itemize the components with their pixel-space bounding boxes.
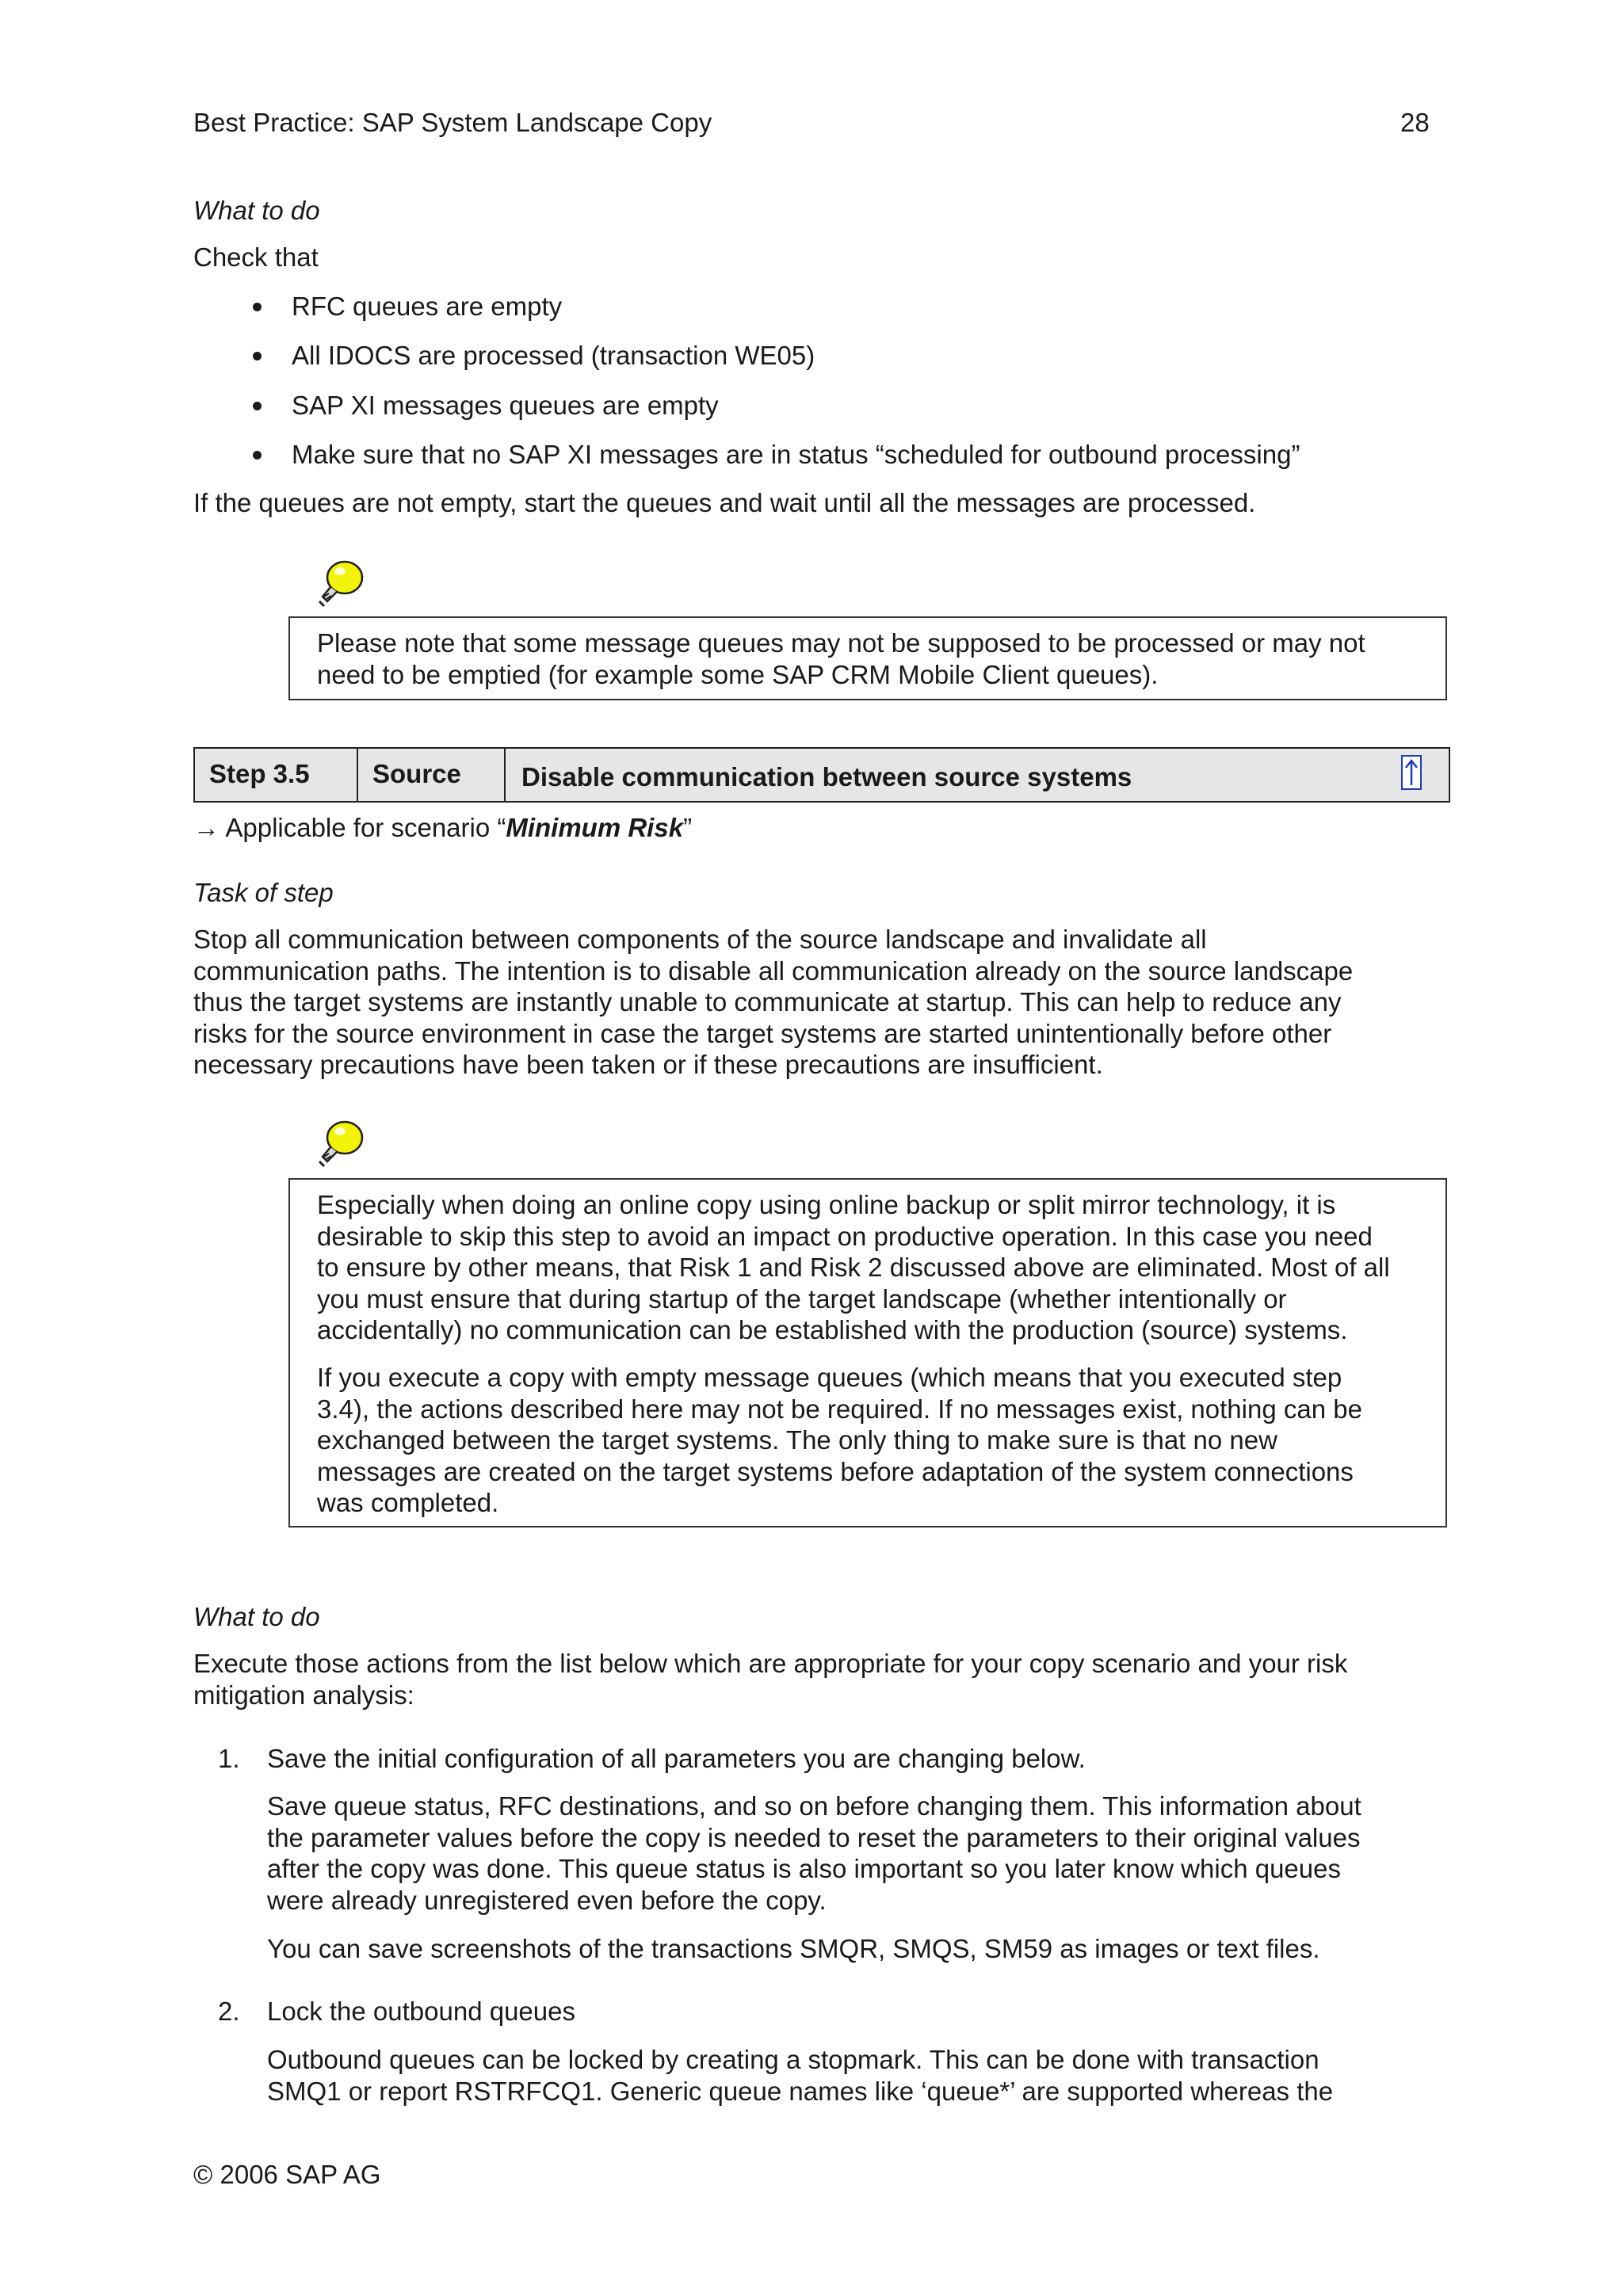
paragraph-line: You can save screenshots of the transactions SMQR, SMQS, SM59 as images or text files. — [267, 1934, 1320, 1963]
applicable-suffix: ” — [683, 813, 693, 842]
note-text-line: accidentally) no communication can be established with the production (source) systems. — [317, 1315, 1348, 1344]
step-title: Disable communication between source systems — [521, 762, 1132, 791]
paragraph-line: after the copy was done. This queue status is also important so you later know which queues — [267, 1854, 1341, 1883]
note-text-line: to ensure by other means, that Risk 1 and Risk 2 discussed above are eliminated. Most of all — [317, 1253, 1390, 1282]
paragraph-line: necessary precautions have been taken or if these precautions are insufficient. — [193, 1050, 1103, 1079]
list-item: RFC queues are empty — [292, 292, 563, 321]
note-text-line: desirable to skip this step to avoid an impact on productive operation. In this case you need — [317, 1222, 1373, 1251]
paragraph-line: Outbound queues can be locked by creating a stopmark. This can be done with transaction — [267, 2045, 1319, 2074]
bullet-icon — [253, 451, 262, 460]
step-header-table — [193, 747, 1450, 803]
step-title-cell — [504, 749, 1449, 801]
step-system: Source — [372, 759, 461, 788]
applicable-prefix: → Applicable for scenario “ — [193, 813, 506, 842]
note-text-line: Please note that some message queues may not be supposed to be processed or may not — [317, 628, 1365, 658]
list-number: 2. — [218, 1997, 240, 2026]
paragraph-line: risks for the source environment in case the target systems are started unintentionally before other — [193, 1019, 1332, 1048]
page-header-title: Best Practice: SAP System Landscape Copy — [193, 108, 712, 137]
step-system-cell — [357, 749, 504, 801]
list-number: 1. — [218, 1744, 240, 1773]
lightbulb-icon — [313, 557, 369, 612]
paragraph-line: Save queue status, RFC destinations, and so on before changing them. This information about — [267, 1791, 1361, 1821]
list-item-title: Lock the outbound queues — [267, 1997, 575, 2026]
paragraph-line: the parameter values before the copy is needed to reset the parameters to their original values — [267, 1823, 1361, 1852]
section-heading: What to do — [193, 1602, 320, 1631]
paragraph-line: SMQ1 or report RSTRFCQ1. Generic queue names like ‘queue*’ are supported whereas the — [267, 2077, 1334, 2106]
step-number-cell — [195, 749, 357, 801]
bullet-icon — [253, 352, 262, 360]
paragraph: If the queues are not empty, start the queues and wait until all the messages are processed. — [193, 488, 1256, 517]
list-item: SAP XI messages queues are empty — [292, 391, 719, 420]
note-box — [288, 1178, 1447, 1527]
note-text-line: messages are created on the target systems before adaptation of the system connections — [317, 1457, 1354, 1486]
note-text-line: need to be emptied (for example some SAP CRM Mobile Client queues). — [317, 660, 1159, 689]
paragraph-line: Stop all communication between components of the source landscape and invalidate all — [193, 925, 1207, 954]
list-item-title: Save the initial configuration of all parameters you are changing below. — [267, 1744, 1086, 1773]
bullet-icon — [253, 402, 262, 410]
paragraph-line: Execute those actions from the list below which are appropriate for your copy scenario and your risk — [193, 1649, 1348, 1678]
back-to-top-link[interactable] — [1401, 755, 1422, 790]
note-text-line: you must ensure that during startup of the target landscape (whether intentionally or — [317, 1284, 1287, 1314]
up-arrow-icon — [1403, 757, 1420, 788]
note-text-line: If you execute a copy with empty message queues (which means that you executed step — [317, 1363, 1342, 1392]
lightbulb-icon — [313, 1117, 369, 1173]
section-heading: What to do — [193, 196, 320, 225]
bullet-icon — [253, 303, 262, 311]
note-text-line: exchanged between the target systems. The only thing to make sure is that no new — [317, 1425, 1277, 1455]
paragraph-line: were already unregistered even before the copy. — [267, 1886, 827, 1915]
scenario-name: Minimum Risk — [506, 813, 684, 842]
applicable-scenario — [193, 812, 692, 843]
paragraph: Check that — [193, 242, 319, 272]
page-number: 28 — [1400, 108, 1430, 137]
page-footer-copyright: © 2006 SAP AG — [193, 2160, 381, 2189]
note-text-line: 3.4), the actions described here may not be required. If no messages exist, nothing can be — [317, 1394, 1362, 1424]
list-item: Make sure that no SAP XI messages are in status “scheduled for outbound processing” — [292, 440, 1300, 469]
paragraph-line: mitigation analysis: — [193, 1680, 414, 1710]
note-text-line: Especially when doing an online copy using online backup or split mirror technology, it is — [317, 1190, 1336, 1219]
list-item: All IDOCS are processed (transaction WE05) — [292, 341, 815, 370]
paragraph-line: communication paths. The intention is to disable all communication already on the source landscape — [193, 956, 1354, 986]
step-number: Step 3.5 — [209, 759, 310, 788]
paragraph-line: thus the target systems are instantly unable to communicate at startup. This can help to reduce any — [193, 987, 1342, 1016]
note-box — [288, 616, 1447, 700]
note-text-line: was completed. — [317, 1488, 499, 1517]
section-heading: Task of step — [193, 878, 334, 907]
